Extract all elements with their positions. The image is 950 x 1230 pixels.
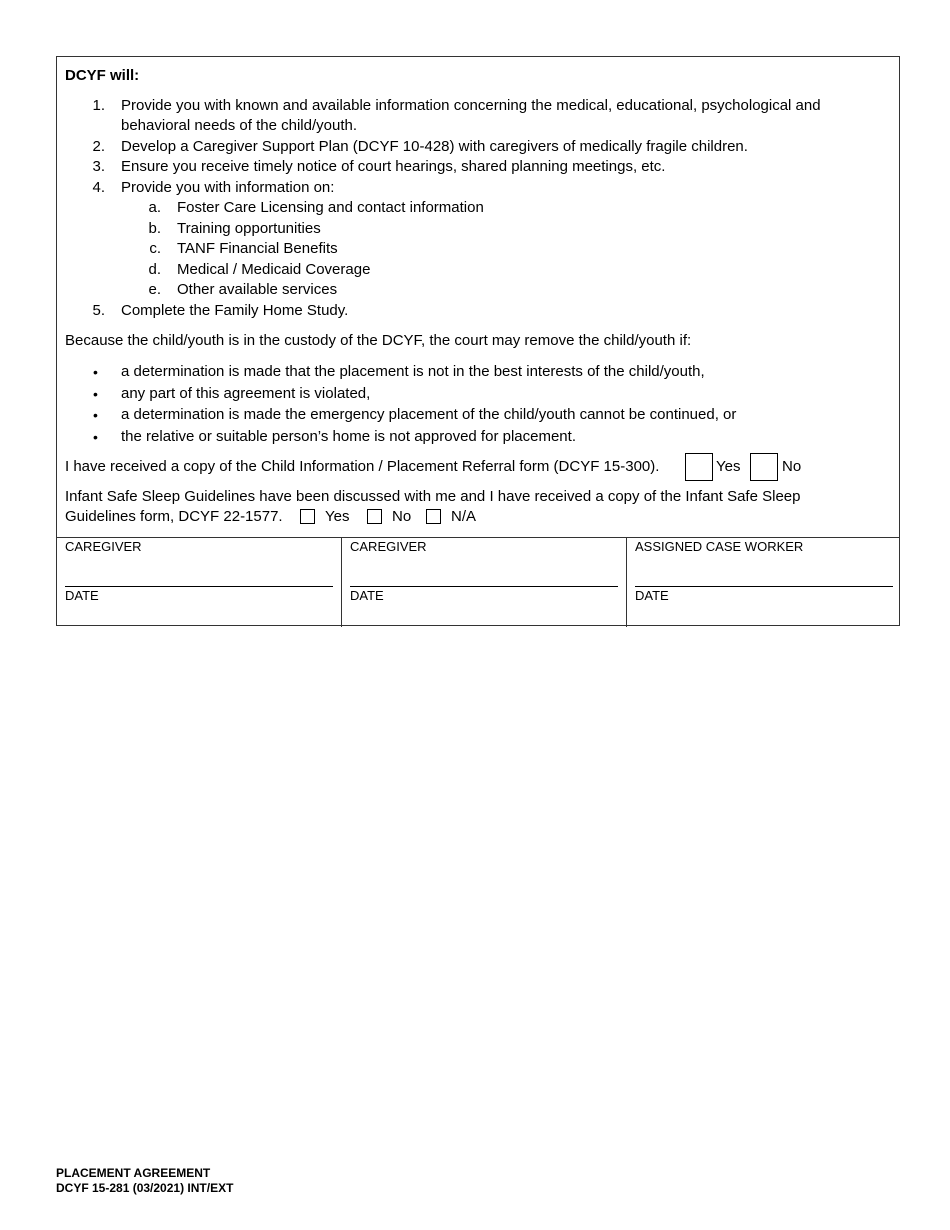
referral-statement: I have received a copy of the Child Information / Placement Referral form (DCYF 15-300). [65, 458, 660, 475]
caregiver-1-signature-cell[interactable] [57, 538, 341, 627]
list-item-text: Develop a Caregiver Support Plan (DCYF 10-428) with caregivers of medically fragile children. [121, 138, 748, 155]
list-item-number: 3. [92, 158, 105, 175]
signature-label: CAREGIVER [65, 539, 142, 554]
date-label: DATE [350, 588, 384, 603]
sub-item-text: Training opportunities [177, 220, 321, 237]
bullet-text: a determination is made the emergency placement of the child/youth cannot be continued, or [121, 406, 737, 423]
sleep-yes-checkbox[interactable] [300, 509, 315, 524]
bullet-icon: • [93, 386, 98, 402]
bullet-icon: • [93, 429, 98, 445]
custody-intro: Because the child/youth is in the custody of the DCYF, the court may remove the child/youth if: [65, 332, 692, 349]
bullet-icon: • [93, 407, 98, 423]
date-label: DATE [65, 588, 99, 603]
sub-item-text: Foster Care Licensing and contact information [177, 199, 484, 216]
sleep-statement-line1: Infant Safe Sleep Guidelines have been discussed with me and I have received a copy of the Infant Safe Sleep [65, 488, 801, 505]
sub-item-text: Medical / Medicaid Coverage [177, 261, 371, 278]
bullet-icon: • [93, 364, 98, 380]
list-item-number: 1. [92, 97, 105, 114]
sleep-yes-label: Yes [325, 508, 350, 525]
signature-line [635, 586, 893, 587]
sub-item-text: TANF Financial Benefits [177, 240, 338, 257]
signature-label: ASSIGNED CASE WORKER [635, 539, 804, 554]
list-item-number: 2. [92, 138, 105, 155]
bullet-text: the relative or suitable person’s home is not approved for placement. [121, 428, 576, 445]
bullet-text: any part of this agreement is violated, [121, 385, 371, 402]
sub-item-letter: b. [148, 220, 161, 237]
signature-row [57, 537, 899, 627]
sub-item-letter: c. [149, 240, 161, 257]
bullet-text: a determination is made that the placement is not in the best interests of the child/youth, [121, 363, 705, 380]
caregiver-2-signature-cell[interactable] [341, 538, 626, 627]
list-item-text: Provide you with information on: [121, 179, 335, 196]
sub-item-letter: a. [148, 199, 161, 216]
referral-no-label: No [782, 458, 802, 475]
footer-title: PLACEMENT AGREEMENT [56, 1166, 211, 1180]
referral-yes-label: Yes [716, 458, 741, 475]
footer-form-id: DCYF 15-281 (03/2021) INT/EXT [56, 1181, 234, 1195]
signature-line [65, 586, 333, 587]
case-worker-signature-cell[interactable] [626, 538, 899, 627]
sleep-no-checkbox[interactable] [367, 509, 382, 524]
sleep-na-checkbox[interactable] [426, 509, 441, 524]
sleep-statement-line2: Guidelines form, DCYF 22-1577. [65, 508, 283, 525]
list-item-number: 5. [92, 302, 105, 319]
sub-item-text: Other available services [177, 281, 338, 298]
placement-agreement-form [56, 56, 900, 626]
list-item-text: Provide you with known and available information concerning the medical, educational, psychological and [121, 97, 821, 114]
date-label: DATE [635, 588, 669, 603]
sub-item-letter: e. [148, 281, 161, 298]
sleep-na-label: N/A [451, 508, 477, 525]
list-item-text: Ensure you receive timely notice of court hearings, shared planning meetings, etc. [121, 158, 666, 175]
signature-label: CAREGIVER [350, 539, 427, 554]
sub-item-letter: d. [148, 261, 161, 278]
list-item-text: Complete the Family Home Study. [121, 302, 349, 319]
referral-no-checkbox[interactable] [750, 453, 778, 481]
list-item-number: 4. [92, 179, 105, 196]
section-heading: DCYF will: [65, 67, 140, 84]
signature-line [350, 586, 618, 587]
sleep-no-label: No [392, 508, 412, 525]
referral-yes-checkbox[interactable] [685, 453, 713, 481]
list-item-text: behavioral needs of the child/youth. [121, 117, 357, 134]
